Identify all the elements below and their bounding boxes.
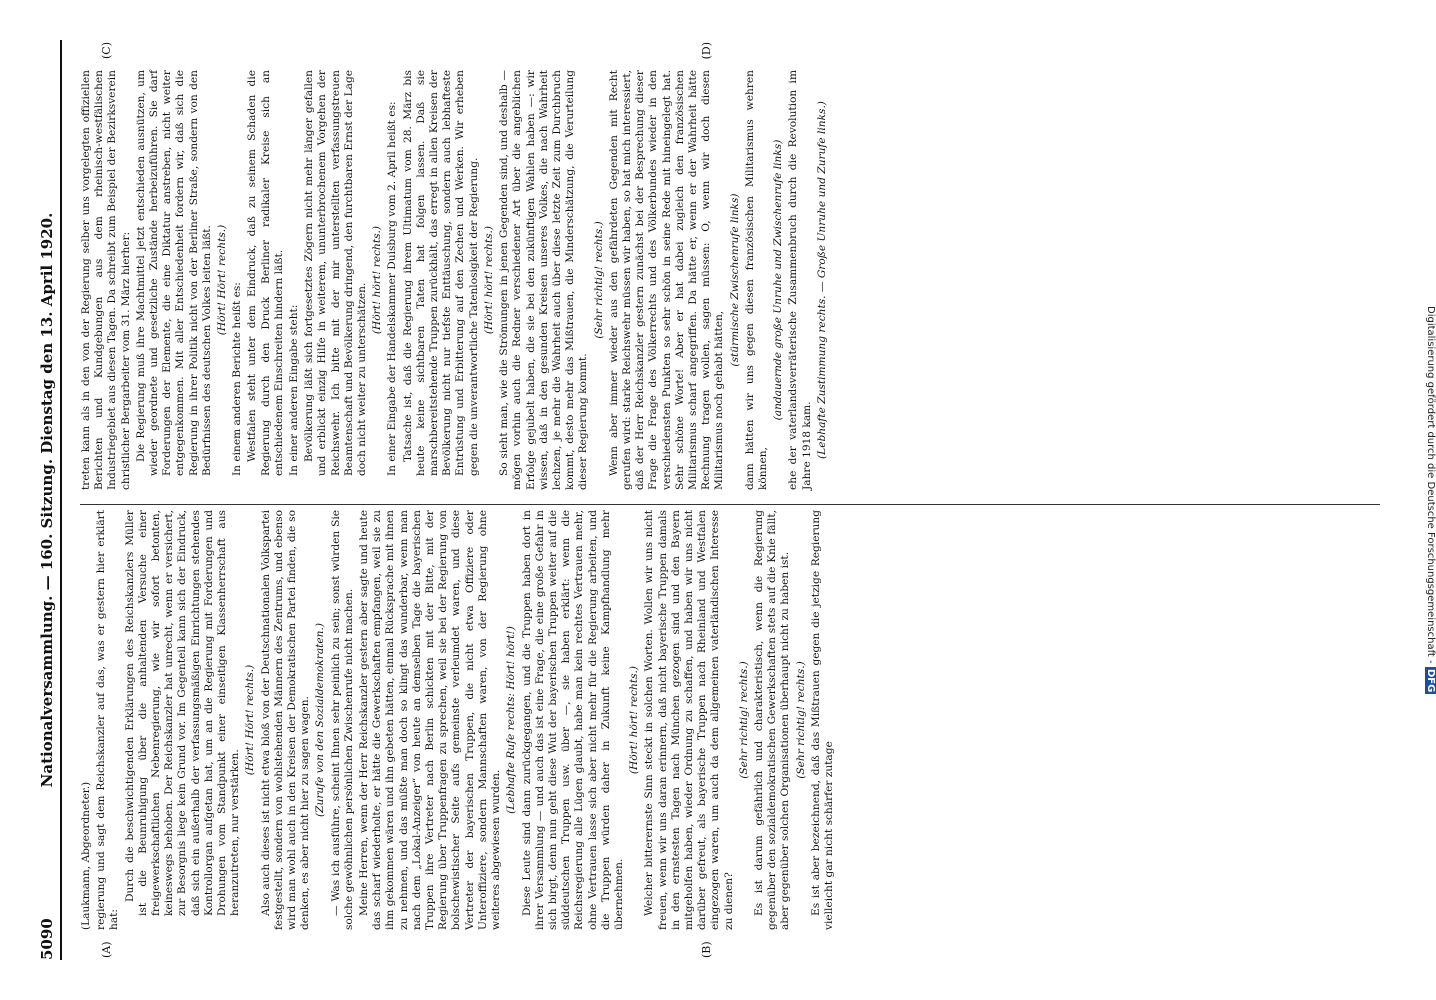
page-header [30,40,62,960]
right-column [80,42,831,490]
interjection: (Sehr richtig! rechts.) [794,661,807,779]
paragraph: regierung und sagt dem Reichskanzler auf das, was er gestern hier erklärt hat: [95,510,121,930]
credit-text: Digitalisierung gefördert durch die Deutsche Forschungsgemeinschaft - [1425,305,1436,664]
interjection: (andauernde große Unruhe und Zwischenrufe links) [772,139,785,421]
margin-marker-a: (A) [100,941,113,958]
paragraph: Meine Herren, wenn der Herr Reichskanzler gestern aber sagte und heute das scharf wiederholte, er hätte die Gewerkschaften empfangen, weil sie zu ihm gekommen wären und ihn gebeten hätten, einmal Rücksprache mit ihnen zu nehmen, und das müßte man doch so klingt das wunderbar, wenn man nach dem „Lokal-Anzeiger“ von heute an demselben Tage die bayerischen Truppen ihre Vertreter nach Berlin schickten mit der Bitte, mit der Regierung über Truppenfragen zu sprechen, weil sie bei der Regierung von bolschewistischer Seite aufs gemeinste verleumdet waren, und diese Vertreter der bayerischen Truppen, die nicht etwa Offiziere oder Unteroffiziere, sondern Mannschaften waren, von der Regierung ohne weiteres abgewiesen wurden. [358,510,503,930]
paragraph: Diese Leute sind dann zurückgegangen, und die Truppen haben dort in ihrer Versammlung — und auch das ist eine Frage, die eine große Gefahr in sich birgt, denn nun geht diese Wut der bayerischen Truppen weiter auf die süddeutschen Truppen usw. über —, sie haben erklärt: wenn die Reichsregierung alle Lügen glaubt, habe man kein rechtes Vertrauen mehr, ohne Vertrauen lasse sich aber nicht mehr für die Regierung arbeiten, und die Truppen würden daher in Zukunft keine Kampfhandlung mehr übernehmen. [520,510,625,930]
quote: Bevölkerung läßt sich fortgesetztes Zögern nicht mehr länger gefallen und erblickt einzig Hilfe in weiterem, ununterbrochenem Vorgehen der Reichswehr. Ich bitte mit der mir unterstellten verfassungstreuen Beamtenschaft und Bevölkerung dringend, den furchtbaren Ernst der Lage doch nicht weiter zu unterschätzen. [303,70,369,476]
interjection: (stürmische Zwischenrufe links) [728,193,741,367]
paragraph: In einem anderen Berichte heißt es: [231,282,244,476]
paragraph: Also auch dieses ist nicht etwa bloß von der Deutschnationalen Volkspartei festgestellt, sondern von wohlstehenden Männern des Zentrums, und ebenso wird man wohl auch in den Kreisen der Demokratischen Partei finden, die so denken, es aber nicht hier zu sagen wagen. [259,510,312,930]
paragraph: Wenn aber immer wieder aus den gefährdeten Gegenden mit Recht gerufen wird: starke Reichswehr müssen wir haben, so hat mich interessiert, daß der Herr Reichskanzler gestern zunächst bei der Besprechung dieser Frage die Frage des Völkerrechts und des Völkerbundes wieder in den verschiedensten Punkten so sehr schön in seine Rede mit hineingelegt hat. Sehr schöne Worte! Aber er hat dabei zugleich den französischen Militarismus scharf angegriffen. Da hätte er, wenn er der Wahrheit hätte Rechnung tragen wollen, sagen müssen: O, wenn wir doch diesen Militarismus noch gehabt hätten, [607,70,726,490]
interjection: (Sehr richtig! rechts.) [592,221,605,339]
page-title: Nationalversammlung. — 160. Sitzung. Dienstag den 13. April 1920. [38,212,56,788]
paragraph: dann hätten wir uns gegen diesen französischen Militarismus wehren können, [743,70,769,490]
dfg-logo: DFG [1425,668,1436,693]
interjection: (Hört! Hört! rechts.) [244,664,257,776]
paragraph: Welcher bitterernste Sinn steckt in solchen Worten. Wollen wir uns nicht freuen, wenn wir uns daran erinnern, daß nicht bayerische Truppen damals in den ernstesten Tagen nach München gezogen sind und den Bayern mitgeholfen haben, wieder Ordnung zu schaffen, und haben wir uns nicht darüber gefreut, als bayerische Truppen nach Rheinland und Westfalen eingezogen waren, um auch da dem allgemeinen vaterländischen Interesse zu dienen? [643,510,735,930]
left-column [80,510,838,958]
interjection: (Sehr richtig! rechts.) [737,661,750,779]
paragraph: ehe der vaterlandsverräterische Zusammenbruch durch die Revolution im Jahre 1918 kam. [787,70,813,490]
page-number: 5090 [38,918,56,960]
quote: Westfalen steht unter dem Eindruck, daß zu seinem Schaden die Regierung durch den Druck Berliner radikaler Kreise sich an entschiedenem Einschreiten hindern läßt. [246,70,285,476]
interjection: (Zurufe von den Sozialdemokraten.) [314,623,327,817]
paragraph: In einer anderen Eingabe steht: [288,304,301,476]
interjection: (Lebhafte Zustimmung rechts. — Große Unruhe und Zurufe links.) [815,101,828,459]
column-divider [80,504,1380,505]
paragraph: treten kann als in den von der Regierung selber uns vorgelegten offiziellen Berichten und Kundgebungen aus dem rheinisch-westfälischen Industriegebiet aus diesen Tagen. Da schreibt zum Beispiel der Bezirksverein christlicher Bergarbeiter vom 31. März hierher: [80,70,132,490]
margin-marker-b: (B) [700,941,713,958]
interjection: (Hört! Hört! rechts.) [216,224,229,336]
interjection: (Hört! hört! rechts.) [628,665,641,775]
paragraph: In einer Eingabe der Handelskammer Duisburg vom 2. April heißt es: [386,101,399,476]
interjection: (Hört! hört! rechts.) [482,225,495,335]
quote: Die Regierung muß ihre Machtmittel jetzt entschieden ausnützen, um wieder geordnete und gesetzliche Zustände herbeizuführen. Sie darf Forderungen der Elemente, die eine Diktatur anstreben, nicht weiter entgegenkommen. Mit aller Entschiedenheit fordern wir, daß sich die Regierung in ihrer Politik nicht von der Berliner Straße, sondern von den Bedürfnissen des deutschen Volkes leiten läßt. [134,70,213,476]
interjection: (Hört! hört! rechts.) [371,225,384,335]
paragraph: — Was ich ausführe, scheint Ihnen sehr peinlich zu sein; sonst würden Sie solche gewöhnlichen persönlichen Zwischenrufe nicht machen. [329,510,355,930]
margin-marker-d: (D) [700,42,713,60]
paragraph: So sieht man, wie die Strömungen in jenen Gegenden sind, und deshalb — mögen vorhin auch die Redner verschiedener Art über die angeblichen Erfolge gejubelt haben, die sie bei den zukünftigen Wahlen haben —: wir wissen, daß in den gesunden Kreisen unseres Volkes, die nach Wahrheit lechzen, je mehr die Wahrheit auch über diese letzte Zeit zum Durchbruch kommt, desto mehr das Mißtrauen, die Minderschätzung, die Verurteilung dieser Regierung kommt. [498,70,590,490]
quote: Durch die beschwichtigenden Erklärungen des Reichskanzlers Müller ist die Beunruhigung über die anhaltenden Versuche einer freigewerkschaftlichen Nebenregierung, wie wir sofort betonten, keineswegs behoben. Der Reichskanzler hat unrecht, wenn er versichert, zur Besorgnis liege kein Grund vor. Im Gegenteil kann sich der Eindruck, daß sich ein außerhalb der verfassungsmäßigen Einrichtungen stehendes Kontrollorgan aufgetan hat, um an die Regierung mit Forderungen und Drohungen vom Standpunkt einer einseitigen Klassenherrschaft aus heranzutreten, nur verstärken. [123,510,242,916]
paragraph: Es ist aber bezeichnend, daß das Mißtrauen gegen die jetzige Regierung vielleicht gar nicht schärfer zutage [809,510,835,930]
quote: Tatsache ist, daß die Regierung ihrem Ultimatum vom 28. März bis heute keine sichtbaren Taten hat folgen lassen. Daß sie marschbereitstehende Truppen zurückhält, das erregt in allen Kreisen der Bevölkerung nicht nur tiefste Enttäuschung, sondern auch lebhafteste Entrüstung und Erbitterung auf den Zechen und Werken. Wir erheben gegen die unverantwortliche Tatenlosigkeit der Regierung. [401,70,480,476]
paragraph: Es ist darum gefährlich und charakteristisch, wenn die Regierung gegenüber den sozialdemokratischen Gewerkschaften stets auf die Knie fällt, aber gegenüber solchen Organisationen überhaupt nicht zu haben ist. [752,510,792,930]
margin-marker-c: (C) [100,42,113,59]
interjection: (Lebhafte Rufe rechts: Hört! hört!) [505,626,518,814]
digitization-credit [1414,0,1436,1000]
speaker-note: (Laukmann, Abgeordneter.) [80,781,92,930]
